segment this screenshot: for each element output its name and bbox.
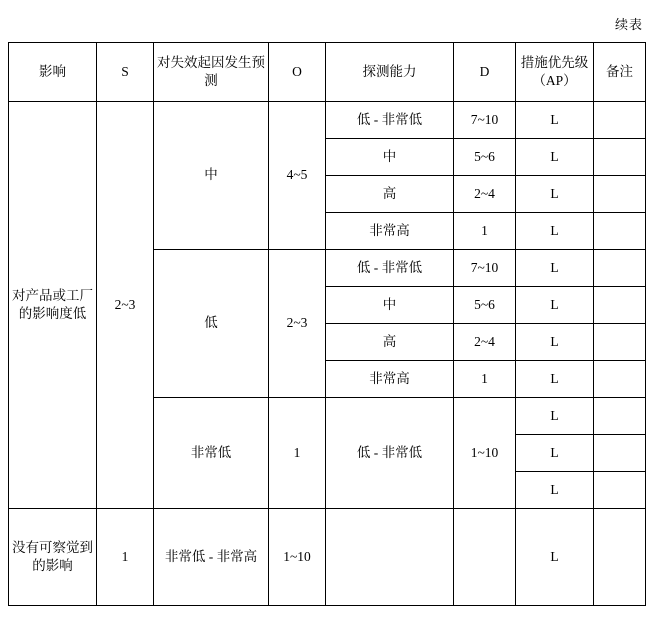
table-header [9, 43, 646, 102]
cell-detection: 高 [326, 176, 454, 213]
cell-remark [594, 139, 646, 176]
column-header-prevention: 对失效起因发生预测 [154, 43, 269, 102]
column-header-severity: S [97, 43, 154, 102]
cell-detection-rank: 2~4 [454, 324, 516, 361]
table-row [9, 509, 646, 606]
cell-occurrence-1: 1 [269, 398, 326, 509]
cell-remark [594, 250, 646, 287]
cell-remark [594, 176, 646, 213]
column-header-detection: 探测能力 [326, 43, 454, 102]
cell-detection: 低 - 非常低 [326, 102, 454, 139]
cell-prevention-medium: 中 [154, 102, 269, 250]
cell-detection-merged [326, 509, 454, 606]
cell-detection-rank-merged: 1~10 [454, 398, 516, 509]
column-header-remark: 备注 [594, 43, 646, 102]
cell-detection: 非常高 [326, 361, 454, 398]
table-header-row [9, 43, 646, 102]
cell-action-priority: L [516, 102, 594, 139]
cell-remark [594, 287, 646, 324]
cell-occurrence-1-10: 1~10 [269, 509, 326, 606]
cell-action-priority: L [516, 250, 594, 287]
cell-remark [594, 213, 646, 250]
fmea-action-priority-table [8, 42, 646, 606]
cell-prevention-low: 低 [154, 250, 269, 398]
cell-remark [594, 361, 646, 398]
table-body [9, 102, 646, 606]
cell-action-priority: L [516, 139, 594, 176]
cell-severity-low: 2~3 [97, 102, 154, 509]
cell-detection-rank: 5~6 [454, 287, 516, 324]
cell-remark [594, 509, 646, 606]
cell-detection-rank: 7~10 [454, 102, 516, 139]
cell-action-priority: L [516, 176, 594, 213]
cell-effect-none: 没有可察觉到的影响 [9, 509, 97, 606]
cell-detection: 非常高 [326, 213, 454, 250]
cell-occurrence-4-5: 4~5 [269, 102, 326, 250]
cell-detection-rank-merged [454, 509, 516, 606]
cell-detection-rank: 1 [454, 361, 516, 398]
cell-detection-rank: 2~4 [454, 176, 516, 213]
cell-occurrence-2-3: 2~3 [269, 250, 326, 398]
cell-remark [594, 435, 646, 472]
cell-detection: 中 [326, 139, 454, 176]
cell-detection-rank: 7~10 [454, 250, 516, 287]
column-header-effect: 影响 [9, 43, 97, 102]
cell-detection-rank: 5~6 [454, 139, 516, 176]
column-header-occurrence: O [269, 43, 326, 102]
cell-severity-1: 1 [97, 509, 154, 606]
cell-detection-rank: 1 [454, 213, 516, 250]
cell-detection-merged: 低 - 非常低 [326, 398, 454, 509]
cell-action-priority: L [516, 287, 594, 324]
cell-detection: 高 [326, 324, 454, 361]
cell-detection: 低 - 非常低 [326, 250, 454, 287]
cell-effect-low: 对产品或工厂的影响度低 [9, 102, 97, 509]
cell-remark [594, 324, 646, 361]
cell-detection: 中 [326, 287, 454, 324]
cell-action-priority: L [516, 361, 594, 398]
cell-action-priority: L [516, 213, 594, 250]
cell-remark [594, 102, 646, 139]
cell-action-priority: L [516, 472, 594, 509]
column-header-action-priority: 措施优先级（AP） [516, 43, 594, 102]
cell-prevention-very-low-to-very-high: 非常低 - 非常高 [154, 509, 269, 606]
cell-action-priority: L [516, 435, 594, 472]
cell-remark [594, 398, 646, 435]
column-header-detection-rank: D [454, 43, 516, 102]
continued-table-label: 续表 [614, 17, 643, 32]
cell-action-priority: L [516, 398, 594, 435]
cell-remark [594, 472, 646, 509]
cell-action-priority: L [516, 509, 594, 606]
cell-action-priority: L [516, 324, 594, 361]
cell-prevention-very-low: 非常低 [154, 398, 269, 509]
table-row [9, 102, 646, 139]
